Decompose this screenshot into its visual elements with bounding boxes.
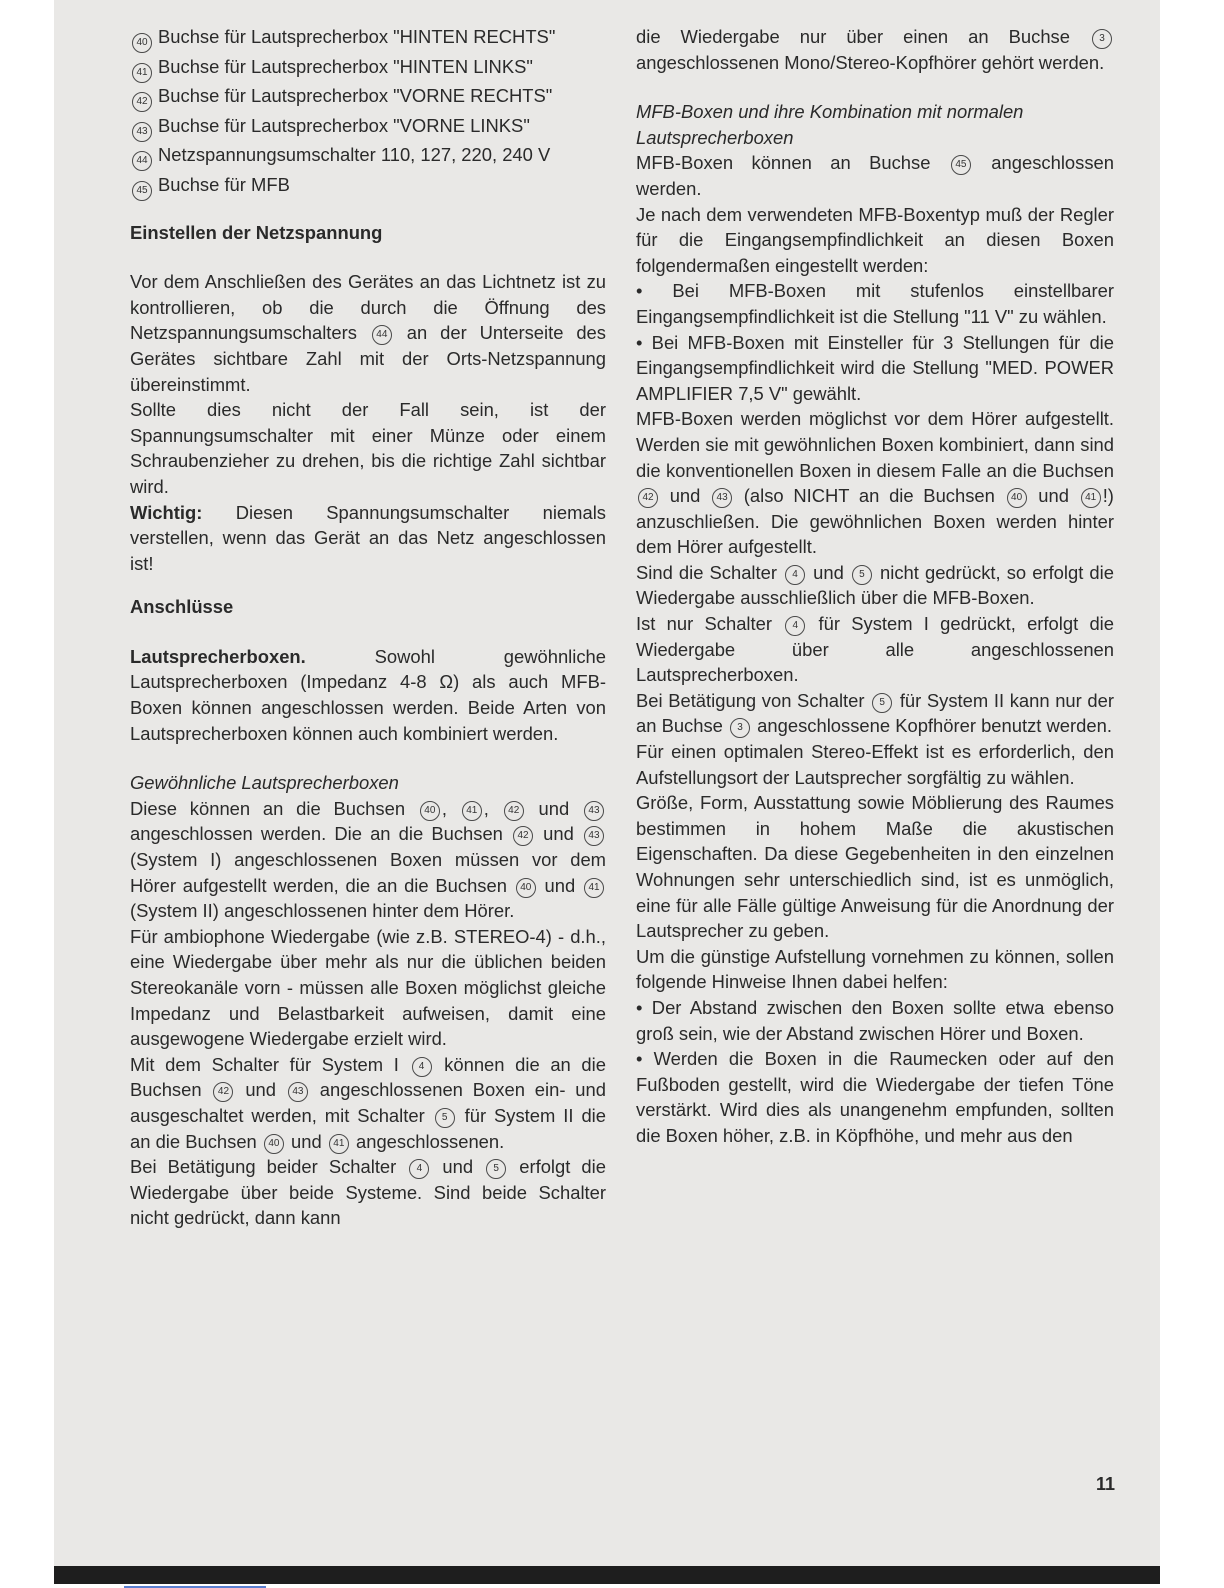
ref-circle: 40 [1007, 488, 1027, 508]
bullet-mfb-2: • Bei MFB-Boxen mit Einsteller für 3 Stellungen für die Eingangsempfindlichkeit wird die Stellung "MED. POWER AMPLIFIER 7,5 V" gewählt. [636, 331, 1114, 404]
ref-circle: 43 [584, 801, 604, 821]
list-item-45 [130, 172, 606, 202]
ref-circle: 41 [1081, 488, 1101, 508]
paragraph-gew-1: Diese können an die Buchsen 40 , 41 , 42 und 43 angeschlossen werden. Die an die Buchsen 42 und 43 (System I) angeschlossenen Boxen müssen vor dem Hörer aufgestellt werden, die an die Buchsen 40 und 41 (System II) angeschlossenen hinter dem Hörer. [130, 797, 606, 922]
ref-number-45: 45 [130, 172, 158, 202]
ref-circle: 42 [504, 801, 524, 821]
list-item-text: Buchse für Lautsprecherbox "HINTEN LINKS" [158, 55, 533, 77]
list-item-text: Buchse für Lautsprecherbox "VORNE RECHTS" [158, 85, 553, 107]
ref-circle: 4 [785, 565, 805, 585]
list-item-41 [130, 54, 606, 84]
ref-circle: 43 [584, 826, 604, 846]
ref-circle: 4 [785, 616, 805, 636]
paragraph-mfb-7: Für einen optimalen Stereo-Effekt ist es erforderlich, den Aufstellungsort der Lautsprecher sorgfältig zu wählen. [636, 741, 1114, 788]
ref-circle: 45 [951, 155, 971, 175]
paragraph-netz-1: Vor dem Anschließen des Gerätes an das Lichtnetz ist zu kontrollieren, ob die durch die Öffnung des Netzspannungsumschalters 44 an der Unterseite des Gerätes sichtbare Zahl mit der Orts-Netzspannung übereinstimmt. [130, 271, 606, 395]
paragraph-mfb-6: Bei Betätigung von Schalter 5 für System II kann nur der an Buchse 3 angeschlossene Kopfhörer benutzt werden. [636, 689, 1114, 737]
ref-circle: 42 [213, 1082, 233, 1102]
ref-circle: 4 [409, 1159, 429, 1179]
list-item-42 [130, 83, 606, 113]
paragraph-mfb-9: Um die günstige Aufstellung vornehmen zu können, sollen folgende Hinweise Ihnen dabei helfen: [636, 945, 1114, 993]
paragraph-mfb-2: Je nach dem verwendeten MFB-Boxentyp muß der Regler für die Eingangsempfindlichkeit an diesen Boxen folgendermaßen eingestellt werden: [636, 203, 1114, 276]
ref-circle: 41 [584, 878, 604, 898]
ref-number-41: 41 [130, 54, 158, 84]
ref-circle: 43 [288, 1082, 308, 1102]
list-item-text: Netzspannungsumschalter 110, 127, 220, 240 V [158, 144, 551, 166]
ref-circle: 42 [513, 826, 533, 846]
paragraph-lautsprecher: Lautsprecherboxen. Sowohl gewöhnliche Lautsprecherboxen (Impedanz 4-8 Ω) als auch MFB-Boxen können angeschlossen werden. Beide Arten von Lautsprecherboxen können auch kombiniert werden. [130, 645, 606, 744]
page-bottom-edge [54, 1566, 1160, 1584]
ref-circle: 5 [852, 565, 872, 585]
paragraph-mfb-3: MFB-Boxen werden möglichst vor dem Hörer aufgestellt. Werden sie mit gewöhnlichen Boxen kombiniert, dann sind die konventionellen Boxen in diesem Falle an die Buchsen 42 und 43 (also NICHT an die Buchsen 40 und 41 !) anzuschließen. Die gewöhnlichen Boxen werden hinter dem Hörer aufgestellt. [636, 408, 1114, 558]
ref-circle: 3 [1092, 29, 1112, 49]
paragraph-gew-2: Für ambiophone Wiedergabe (wie z.B. STEREO-4) - d.h., eine Wiedergabe über mehr als nur die üblichen beiden Stereokanäle vorn - müssen alle Boxen möglichst gleiche Impedanz und Belastbarkeit aufweisen, damit eine ausgewogene Wiedergabe erzielt wird. [130, 925, 606, 1050]
paragraph-netz-warning: Wichtig: Diesen Spannungsumschalter niemals verstellen, wenn das Gerät an das Netz angeschlossen ist! [130, 501, 606, 574]
heading-netzspannung: Einstellen der Netzspannung [130, 221, 383, 243]
ref-circle: 41 [329, 1134, 349, 1154]
ref-circle: 44 [372, 325, 392, 345]
ref-circle: 43 [712, 488, 732, 508]
bullet-mfb-4: • Werden die Boxen in die Raumecken oder auf den Fußboden gestellt, wird die Wiedergabe der tiefen Töne verstärkt. Wird dies als unangenehm empfunden, sollten die Boxen höher, z.B. in Köpfhöhe, und mehr aus den [636, 1048, 1114, 1146]
paragraph-gew-3: Mit dem Schalter für System I 4 können die an die Buchsen 42 und 43 angeschlossenen Boxen ein- und ausgeschaltet werden, mit Schalter 5 für System II die an die Buchsen 40 und 41 angeschlossenen. [130, 1053, 606, 1152]
ref-circle: 41 [462, 801, 482, 821]
subheading-gewoehnliche: Gewöhnliche Lautsprecherboxen [130, 772, 399, 794]
list-item-text: Buchse für Lautsprecherbox "HINTEN RECHTS" [158, 26, 556, 47]
ref-circle: 40 [420, 801, 440, 821]
ref-number-43: 43 [130, 113, 158, 143]
list-item-40 [130, 24, 606, 54]
page-number: 11 [1096, 1474, 1116, 1494]
paragraph-netz-2: Sollte dies nicht der Fall sein, ist der Spannungsumschalter mit einer Münze oder einem Schraubenzieher zu drehen, bis die richtige Zahl sichtbar wird. [130, 399, 606, 497]
ref-circle: 5 [872, 693, 892, 713]
ref-circle: 3 [730, 718, 750, 738]
list-item-text: Buchse für MFB [158, 173, 290, 195]
ref-number-42: 42 [130, 83, 158, 113]
paragraph-mfb-8: Größe, Form, Ausstattung sowie Möblierung des Raumes bestimmen in hohem Maße die akustischen Eigenschaften. Da diese Gegebenheiten in den einzelnen Wohnungen sehr unterschiedlich sind, ist es unmöglich, eine für alle Fälle gültige Anweisung für die Anordnung der Lautsprecher zu geben. [636, 792, 1114, 942]
subheading-mfb: MFB-Boxen und ihre Kombination mit normalen Lautsprecherboxen [636, 101, 1024, 148]
ref-number-40: 40 [130, 24, 158, 54]
ref-circle: 5 [486, 1159, 506, 1179]
ref-circle: 5 [435, 1108, 455, 1128]
ref-circle: 40 [516, 878, 536, 898]
heading-anschluesse: Anschlüsse [130, 596, 234, 618]
right-column [636, 24, 1114, 1149]
ref-number-44: 44 [130, 142, 158, 172]
ref-circle: 40 [264, 1134, 284, 1154]
list-item-text: Buchse für Lautsprecherbox "VORNE LINKS" [158, 114, 530, 136]
left-column [130, 24, 606, 1231]
paragraph-mfb-4: Sind die Schalter 4 und 5 nicht gedrückt, so erfolgt die Wiedergabe ausschließlich über die MFB-Boxen. [636, 561, 1114, 609]
bullet-mfb-1: • Bei MFB-Boxen mit stufenlos einstellbarer Eingangsempfindlichkeit ist die Stellung "11 V" zu wählen. [636, 280, 1114, 327]
paragraph-continued: die Wiedergabe nur über einen an Buchse 3 angeschlossenen Mono/Stereo-Kopfhörer gehört werden. [636, 24, 1114, 75]
paragraph-mfb-1: MFB-Boxen können an Buchse 45 angeschlossen werden. [636, 152, 1114, 199]
warning-label: Wichtig: [130, 501, 203, 523]
ref-circle: 4 [412, 1057, 432, 1077]
paragraph-gew-4: Bei Betätigung beider Schalter 4 und 5 erfolgt die Wiedergabe über beide Systeme. Sind beide Schalter nicht gedrückt, dann kann [130, 1156, 606, 1229]
paragraph-mfb-5: Ist nur Schalter 4 für System I gedrückt, erfolgt die Wiedergabe über alle angeschlossenen Lautsprecherboxen. [636, 613, 1114, 686]
bullet-mfb-3: • Der Abstand zwischen den Boxen sollte etwa ebenso groß sein, wie der Abstand zwischen Hörer und Boxen. [636, 996, 1114, 1044]
list-item-44 [130, 142, 606, 172]
list-item-43 [130, 113, 606, 143]
ref-circle: 42 [638, 488, 658, 508]
